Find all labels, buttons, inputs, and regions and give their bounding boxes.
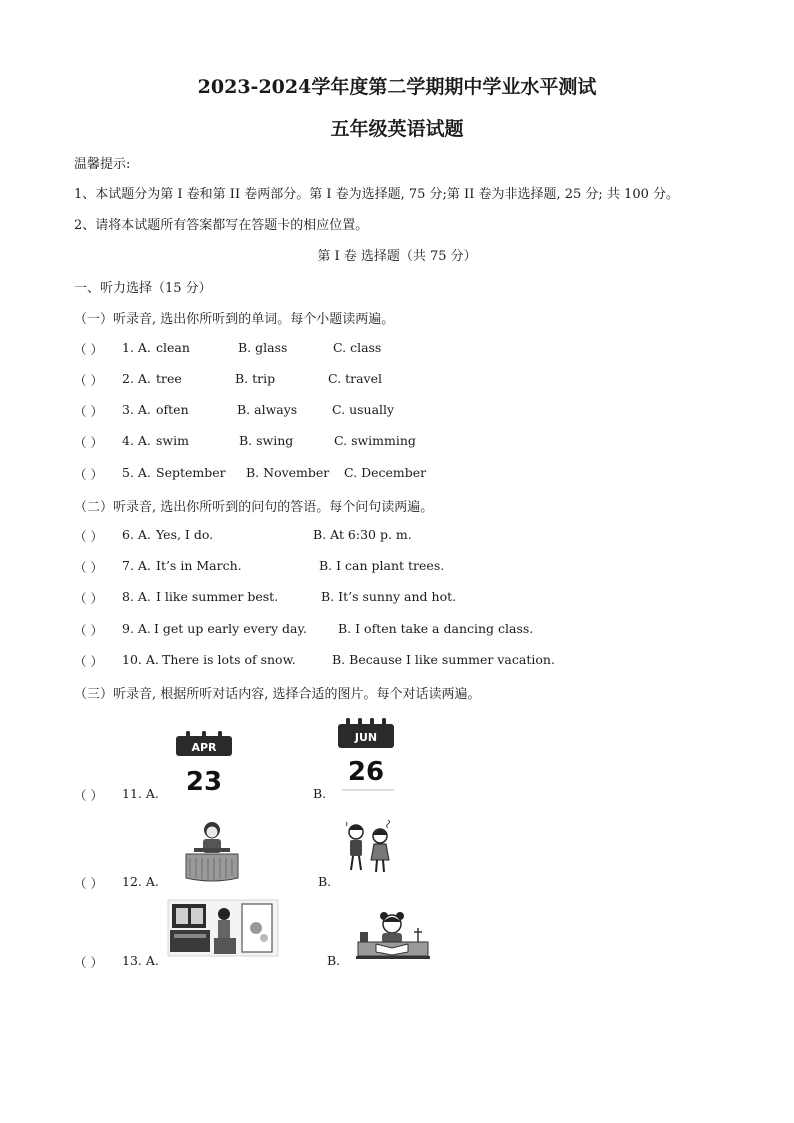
tip-2: 2、请将本试题所有答案都写在答题卡的相应位置。 <box>74 218 369 233</box>
answer-paren: （ ） <box>74 591 103 606</box>
girl-reading-picture <box>354 910 432 964</box>
question-number: 12. A. <box>122 874 159 889</box>
answer-paren: （ ） <box>74 955 103 970</box>
option-a: There is lots of snow. <box>162 652 296 667</box>
question-row <box>74 621 554 639</box>
question-number: 13. A. <box>122 953 159 968</box>
question-row <box>74 527 554 545</box>
question-row <box>74 465 494 483</box>
sub-section-one: （一）听录音, 选出你所听到的单词。每个小题读两遍。 <box>74 312 395 327</box>
option-c: C. travel <box>328 371 382 386</box>
calendar-jun-icon <box>334 714 398 794</box>
sub-section-two: （二）听录音, 选出你所听到的问句的答语。每个问句读两遍。 <box>74 500 434 515</box>
option-c: C. class <box>333 340 382 355</box>
option-b: B. <box>313 786 327 801</box>
answer-paren: （ ） <box>74 342 103 357</box>
question-row <box>74 652 554 670</box>
question-number: 9. A. <box>122 621 151 636</box>
question-number: 2. A. <box>122 371 151 386</box>
question-row <box>74 433 494 451</box>
calendar-month: JUN <box>354 731 378 744</box>
option-b: B. It’s sunny and hot. <box>321 589 457 604</box>
option-b: B. November <box>246 465 330 480</box>
calendar-month: APR <box>191 741 217 754</box>
answer-paren: （ ） <box>74 529 103 544</box>
option-b: B. <box>327 953 341 968</box>
calendar-day: 26 <box>347 757 385 787</box>
option-b: B. Because I like summer vacation. <box>332 652 555 667</box>
question-row <box>74 589 554 607</box>
option-a: It’s in March. <box>156 558 242 573</box>
exam-title: 2023-2024学年度第二学期期中学业水平测试 <box>197 76 597 98</box>
option-c: C. swimming <box>334 433 416 448</box>
answer-paren: （ ） <box>74 623 103 638</box>
answer-paren: （ ） <box>74 467 103 482</box>
question-number: 6. A. <box>122 527 151 542</box>
sub-section-three: （三）听录音, 根据所听对话内容, 选择合适的图片。每个对话读两遍。 <box>74 687 481 702</box>
option-b: B. I can plant trees. <box>319 558 445 573</box>
answer-paren: （ ） <box>74 404 103 419</box>
answer-paren: （ ） <box>74 373 103 388</box>
option-a: September <box>156 465 226 480</box>
option-a: I like summer best. <box>156 589 279 604</box>
question-number: 4. A. <box>122 433 151 448</box>
question-number: 10. A. <box>122 652 159 667</box>
option-a: I get up early every day. <box>154 621 307 636</box>
answer-paren: （ ） <box>74 654 103 669</box>
part-one-title: 第 I 卷 选择题（共 75 分） <box>317 249 477 264</box>
option-b: B. At 6:30 p. m. <box>313 527 412 542</box>
room-scene-picture <box>166 898 280 958</box>
two-children-picture <box>340 816 398 880</box>
answer-paren: （ ） <box>74 435 103 450</box>
option-a: swim <box>156 433 189 448</box>
option-b: B. <box>318 874 332 889</box>
option-b: B. always <box>237 402 298 417</box>
option-b: B. glass <box>238 340 288 355</box>
option-a: often <box>156 402 189 417</box>
question-row <box>74 558 554 576</box>
question-number: 7. A. <box>122 558 151 573</box>
answer-paren: （ ） <box>74 788 103 803</box>
question-number: 8. A. <box>122 589 151 604</box>
option-b: B. trip <box>235 371 276 386</box>
option-a: tree <box>156 371 182 386</box>
tip-1: 1、本试题分为第 I 卷和第 II 卷两部分。第 I 卷为选择题, 75 分;第 II 卷为非选择题, 25 分; 共 100 分。 <box>74 187 679 202</box>
option-a: Yes, I do. <box>156 527 214 542</box>
option-a: clean <box>156 340 190 355</box>
question-number: 5. A. <box>122 465 151 480</box>
question-number: 1. A. <box>122 340 151 355</box>
calendar-apr-icon <box>172 728 236 796</box>
question-row <box>74 340 494 358</box>
answer-paren: （ ） <box>74 560 103 575</box>
section-one-title: 一、听力选择（15 分） <box>74 281 212 296</box>
question-number: 11. A. <box>122 786 159 801</box>
option-b: B. swing <box>239 433 294 448</box>
exam-subtitle: 五年级英语试题 <box>330 118 464 140</box>
answer-paren: （ ） <box>74 876 103 891</box>
calendar-day: 23 <box>185 767 223 796</box>
option-b: B. I often take a dancing class. <box>338 621 534 636</box>
tips-label: 温馨提示: <box>74 157 131 172</box>
question-number: 3. A. <box>122 402 151 417</box>
question-row <box>74 371 494 389</box>
person-at-table-picture <box>180 818 244 884</box>
option-c: C. usually <box>332 402 395 417</box>
question-row <box>74 402 494 420</box>
option-c: C. December <box>344 465 427 480</box>
